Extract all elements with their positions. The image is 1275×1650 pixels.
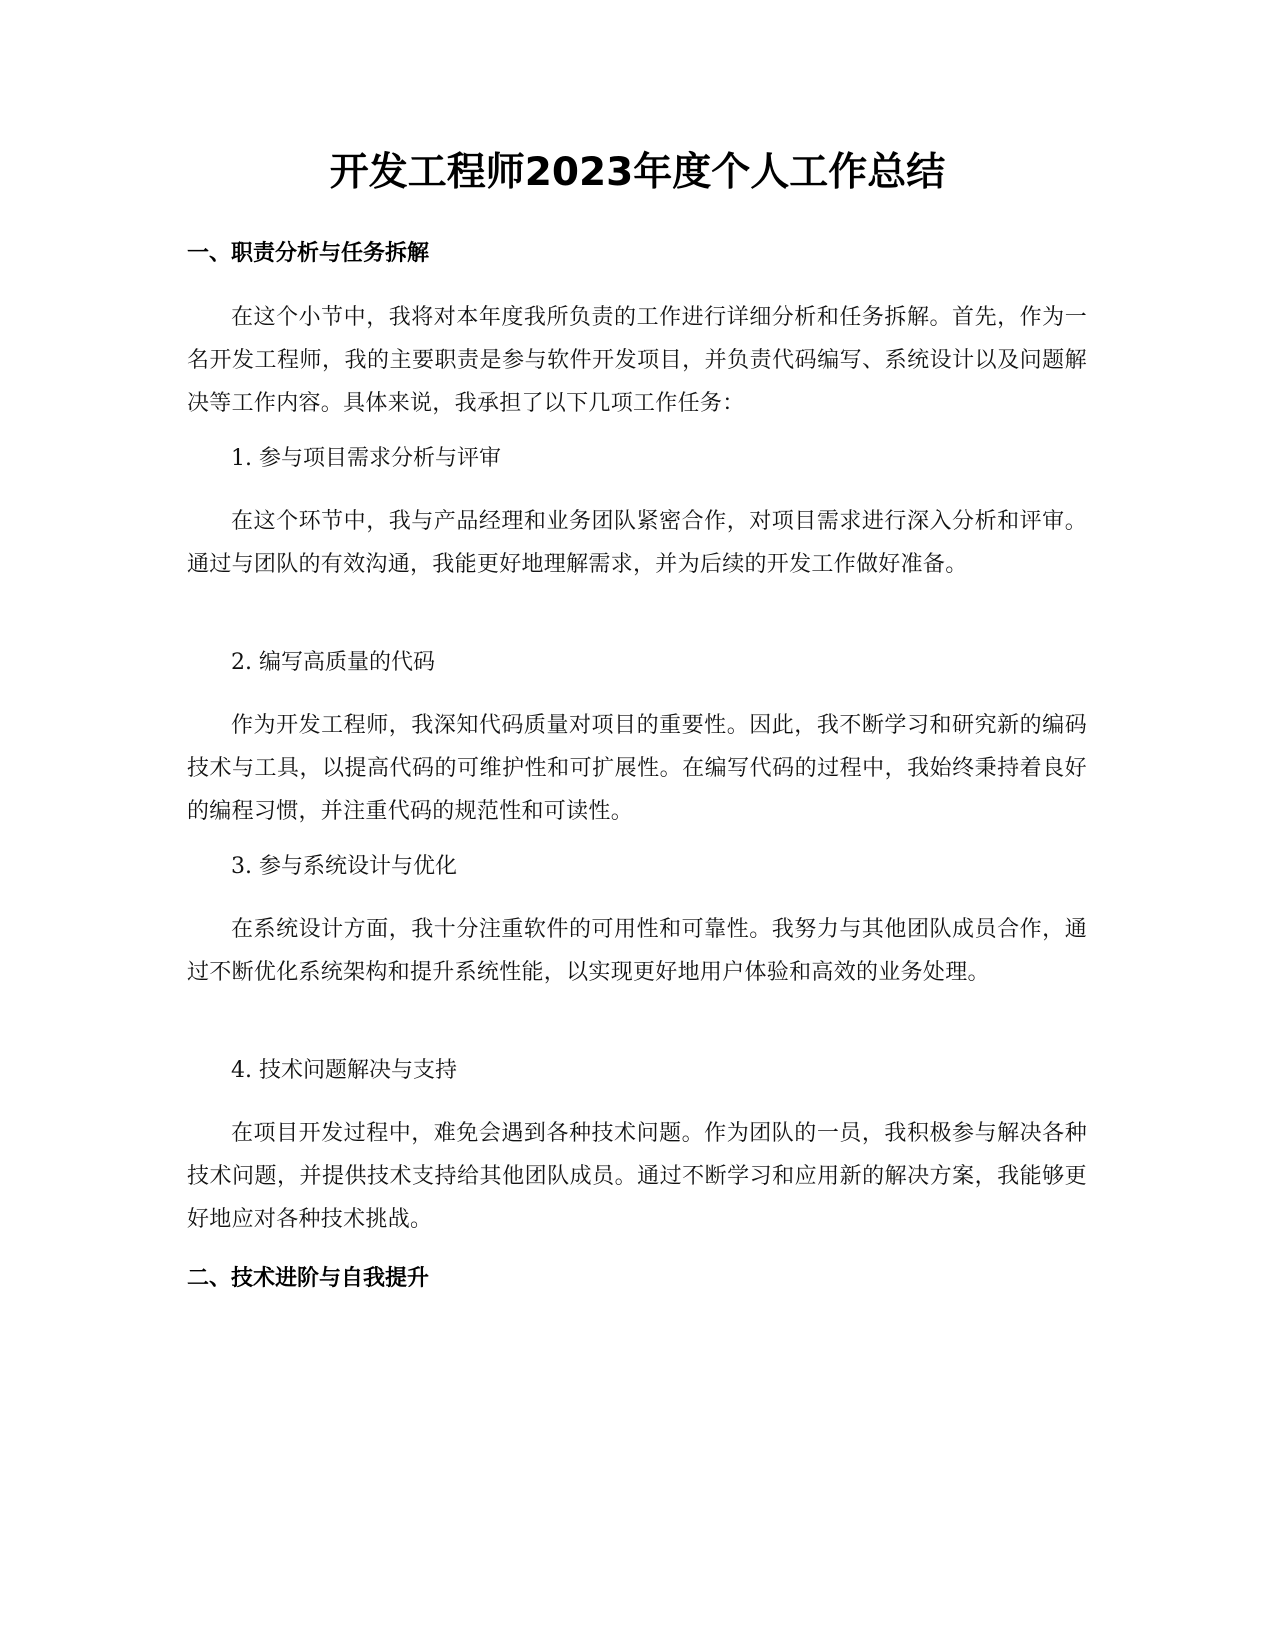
document-title: 开发工程师2023年度个人工作总结 [329,150,946,195]
list-item-body-4: 在项目开发过程中，难免会遇到各种技术问题。作为团队的一员，我积极参与解决各种技术问题，并提供技术支持给其他团队成员。通过不断学习和应用新的解决方案，我能够更好地应对各种技术挑战。 [187,1121,1087,1232]
list-item-title-4: 4. 技术问题解决与支持 [231,1058,457,1083]
list-item-title-2: 2. 编写高质量的代码 [231,650,435,675]
section-1-intro-paragraph: 在这个小节中，我将对本年度我所负责的工作进行详细分析和任务拆解。首先，作为一名开发工程师，我的主要职责是参与软件开发项目，并负责代码编写、系统设计以及问题解决等工作内容。具体来说，我承担了以下几项工作任务： [187,305,1087,416]
list-item-title-1: 1. 参与项目需求分析与评审 [231,446,501,471]
list-item-title-3: 3. 参与系统设计与优化 [231,854,457,879]
list-item-body-2: 作为开发工程师，我深知代码质量对项目的重要性。因此，我不断学习和研究新的编码技术与工具，以提高代码的可维护性和可扩展性。在编写代码的过程中，我始终秉持着良好的编程习惯，并注重代码的规范性和可读性。 [187,713,1087,824]
section-heading-1: 一、职责分析与任务拆解 [187,241,430,266]
section-heading-2: 二、技术进阶与自我提升 [187,1266,430,1291]
list-item-body-3: 在系统设计方面，我十分注重软件的可用性和可靠性。我努力与其他团队成员合作，通过不断优化系统架构和提升系统性能，以实现更好地用户体验和高效的业务处理。 [187,917,1087,985]
list-item-body-1: 在这个环节中，我与产品经理和业务团队紧密合作，对项目需求进行深入分析和评审。通过与团队的有效沟通，我能更好地理解需求，并为后续的开发工作做好准备。 [187,509,1087,577]
